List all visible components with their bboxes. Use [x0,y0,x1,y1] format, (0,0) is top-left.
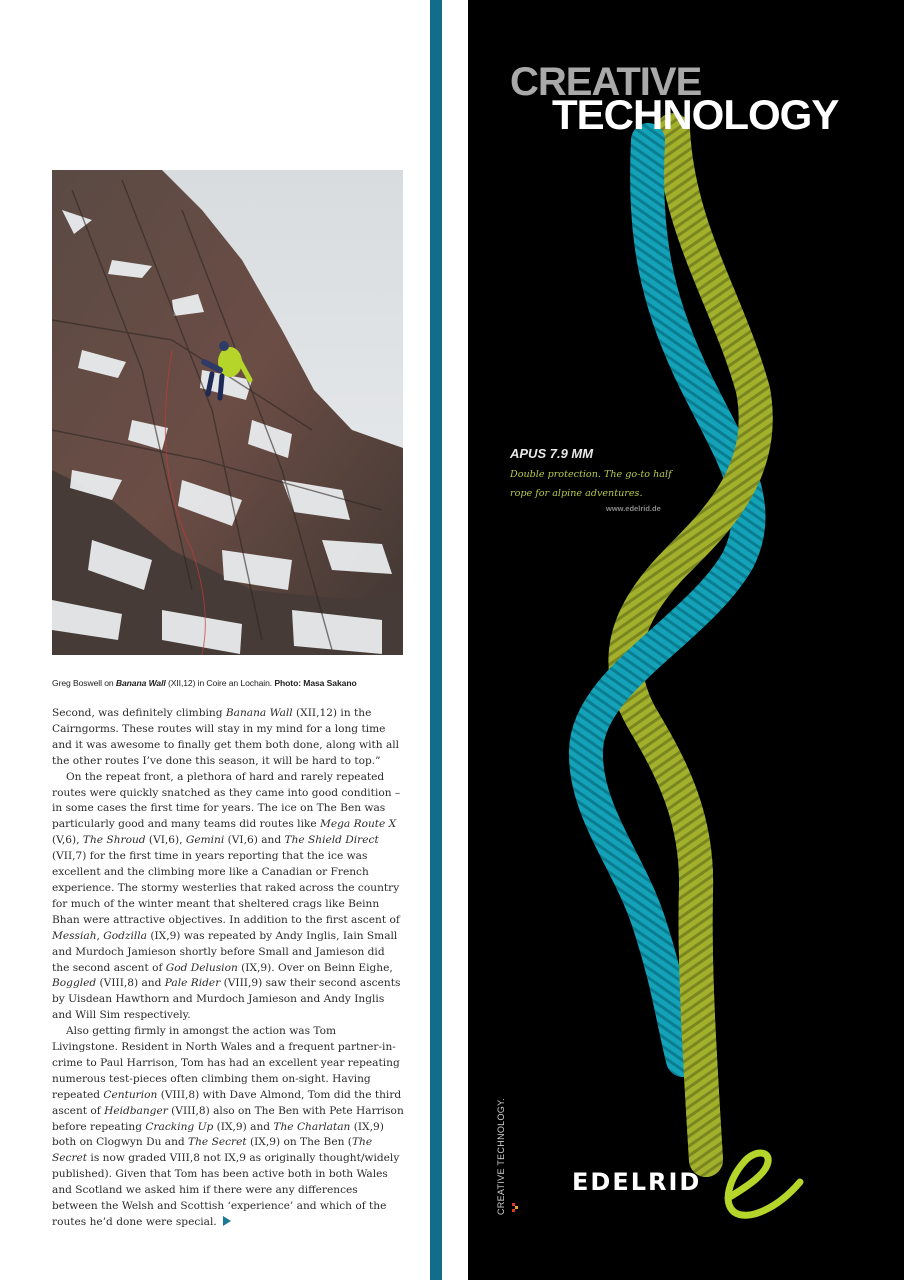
rope-illustration [468,0,904,1280]
route-name: The Secret [188,1136,247,1149]
article-text: (VIII,8) also on The Ben with Pete Harrison before repeating [52,1104,404,1133]
caption-credit: Photo: Masa Sakano [274,678,357,688]
route-name: Boggled [52,977,97,990]
route-name: Gemini [185,834,225,847]
caption-mid: (XII,12) in Coire an Lochain. [165,678,275,688]
article-text: (IX,9) on The Ben ( [246,1136,352,1149]
article-text: , [96,929,104,942]
article-text: (IX,9) both on Clogwyn Du and [52,1120,384,1149]
climbing-photo [52,170,403,655]
caption-pre: Greg Boswell on [52,678,116,688]
route-name: God Delusion [165,961,238,974]
photo-caption [52,678,412,688]
vertical-tagline: CREATIVE TECHNOLOGY. [496,1097,506,1215]
route-name: Centurion [103,1088,158,1101]
route-name: Banana Wall [225,707,293,719]
article-text: Second, was definitely climbing [52,707,226,719]
article-text: is now graded VIII,8 not IX,9 as originally thought/widely published). Given that Tom has been active both in both Wales and Scotland we asked him if there were any differences between the Welsh and Scottish ‘experience’ and which of the routes he’d done were special. [52,1152,400,1228]
article-text: (IX,9) was repeated by Andy Inglis, Iain Small and Murdoch Jamieson shortly before Small and Jamieson did the second ascent of [52,929,398,974]
brand-url[interactable]: www.edelrid.de [606,504,661,513]
product-name: APUS 7.9 MM [510,446,594,461]
article-text: On the repeat front, a plethora of hard and rarely repeated routes were quickly snatched as they came into good condition – in some cases the first time for years. The ice on The Ben was particularly good and many teams did routes like [52,770,401,831]
edelrid-mark-icon [512,1203,518,1212]
continue-arrow-icon [223,1216,231,1226]
article-text: (V,6), [52,834,83,847]
ad-title-line1: CREATIVE [510,60,702,104]
article-text: (IX,9). Over on Beinn Eighe, [237,961,393,974]
route-name: Messiah [52,929,97,942]
route-name: The Charlatan [273,1120,351,1133]
article-text: (VIII,9) saw their second ascents by Uisdean Hawthorn and Murdoch Jamieson and Andy Inglis and Will Sim respectively. [52,977,401,1022]
route-name: Pale Rider [164,977,221,990]
article-paragraph-1 [52,706,404,770]
article-text: (VIII,8) and [96,977,165,990]
ad-title-line2: TECHNOLOGY [552,91,839,138]
article-text: (VIII,8) with Dave Almond, Tom did the third ascent of [52,1088,402,1117]
caption-route: Banana Wall [115,678,166,688]
brand-wordmark: EDELRID [572,1168,702,1196]
article-body [52,706,404,1231]
article-paragraph-2 [52,770,404,1025]
edelrid-e-logo-icon [708,1146,808,1221]
route-name: Godzilla [103,929,147,942]
product-description: Double protection. The go-to half rope for alpine adventures. [510,469,672,499]
route-name: The Shield Direct [284,834,379,847]
article-text: (VI,6), [145,834,186,847]
route-name: Mega Route X [320,818,397,831]
article-paragraph-3 [52,1024,404,1231]
article-text: (VI,6) and [224,834,285,847]
route-name: The Shroud [82,834,146,847]
route-name: The Secret [52,1136,373,1165]
accent-bar [430,0,442,1280]
article-text: (VII,7) for the first time in years reporting that the ice was excellent and the climbing more like a Canadian or French experience. The stormy westerlies that raked across the country for much of the winter meant that sheltered crags like Beinn Bhan were attractive objectives. In addition to the first ascent of [52,850,400,926]
article-text: (XII,12) in the Cairngorms. These routes will stay in my mind for a long time and it was awesome to finally get them both done, along with all the other routes I’ve done this season, it will be hard to top.” [52,707,400,767]
route-name: Heidbanger [104,1104,168,1117]
route-name: Cracking Up [145,1120,214,1133]
edelrid-advert [468,0,904,1280]
article-text: Also getting firmly in amongst the action was Tom Livingstone. Resident in North Wales and a frequent partner-in-crime to Paul Harrison, Tom has had an excellent year repeating numerous test-pieces often climbing them on-sight. Having repeated [52,1025,400,1101]
article-text: (IX,9) and [213,1120,274,1133]
